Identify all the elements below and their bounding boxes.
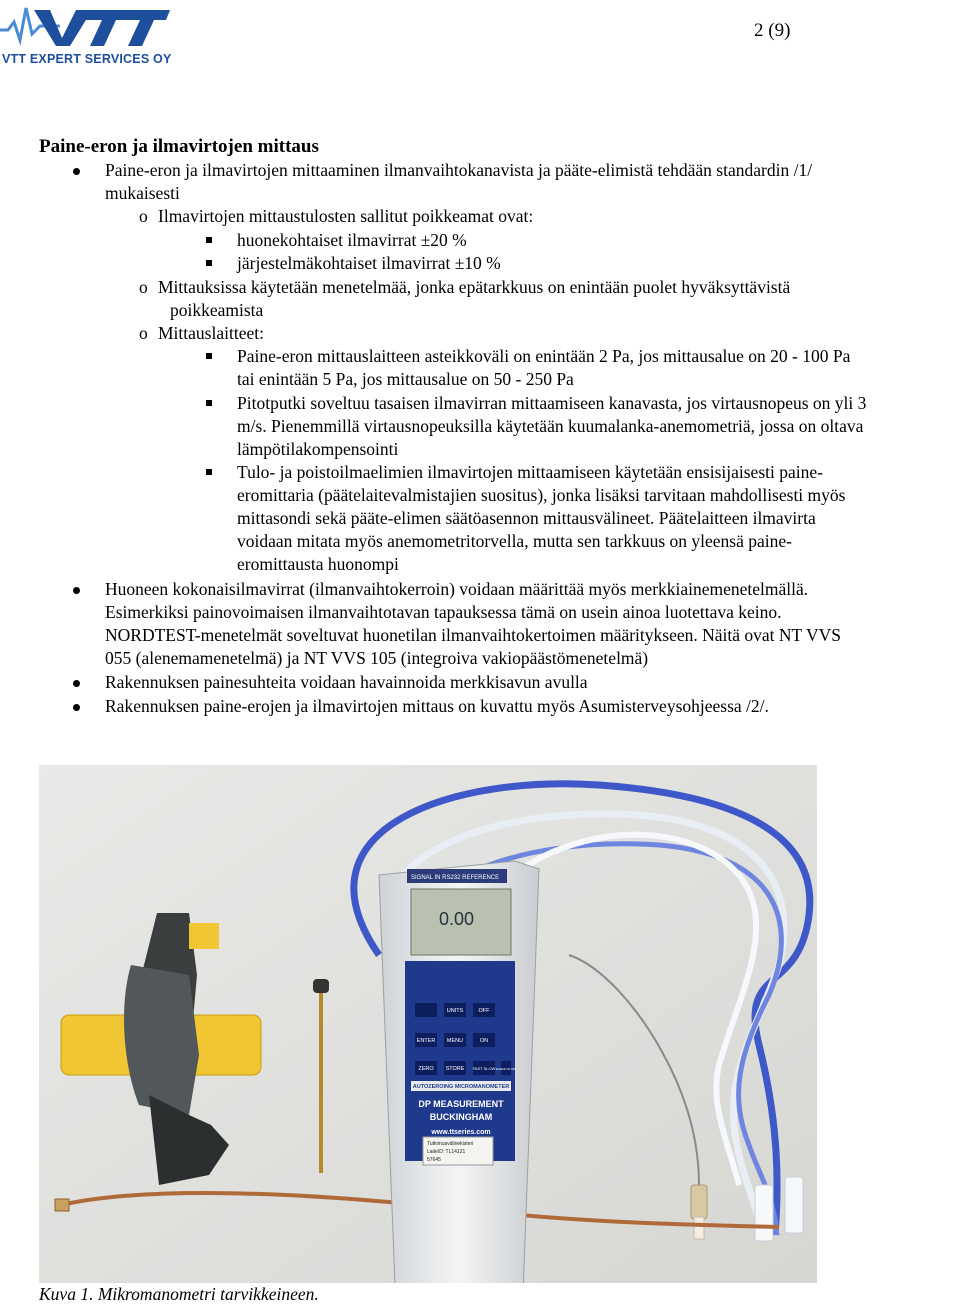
list-item: Mittauslaitteet: — [158, 323, 264, 343]
btn-enter: ENTER — [416, 1038, 436, 1044]
screen-value: 0.00 — [439, 909, 475, 929]
vtt-logo — [0, 0, 180, 72]
brand-line-2: BUCKINGHAM — [429, 1112, 493, 1122]
list-item: tai enintään 5 Pa, jos mittausalue on 50 - 250 Pa — [237, 369, 574, 389]
list-item: Pitotputki soveltuu tasaisen ilmavirran mittaamiseen kanavasta, jos virtausnopeus on yli 3 — [237, 393, 867, 413]
paragraph-line: Rakennuksen painesuhteita voidaan havainnoida merkkisavun avulla — [105, 672, 588, 692]
list-item: Tulo- ja poistoilmaelimien ilmavirtojen mittaamiseen käytetään ensisijaisesti paine- — [237, 462, 823, 482]
bullet-disc — [73, 587, 80, 594]
company-name: VTT EXPERT SERVICES OY — [2, 52, 172, 66]
micromanometer-photo — [39, 765, 817, 1283]
bullet-square — [206, 237, 212, 243]
micromanometer-device — [379, 861, 539, 1283]
list-item: poikkeamista — [170, 300, 264, 320]
btn-enable: ENABLE ON OFF — [495, 1068, 517, 1071]
btn-zero: ZERO — [418, 1066, 434, 1072]
paragraph-line: Paine-eron ja ilmavirtojen mittaaminen ilmanvaihtokanavista ja pääte-elimistä tehdään standardin /1/ — [105, 160, 813, 180]
list-item: järjestelmäkohtaiset ilmavirrat ±10 % — [237, 253, 501, 273]
bullet-disc — [73, 680, 80, 687]
list-item: Paine-eron mittauslaitteen asteikkoväli on enintään 2 Pa, jos mittausalue on 20 - 100 Pa — [237, 346, 851, 366]
btn-units: UNITS — [446, 1008, 464, 1014]
btn-off: OFF — [478, 1008, 490, 1014]
bullet-disc — [73, 704, 80, 711]
brand-url: www.ttseries.com — [431, 1129, 491, 1136]
list-item: lämpötilakompensointi — [237, 439, 399, 459]
list-item: eromittausta huonompi — [237, 554, 399, 574]
device-band: AUTOZEROING MICROMANOMETER — [412, 1084, 510, 1090]
list-item: mittasondi sekä pääte-elimen säätöasennon mittausvälineet. Päätelaitteen ilmavirta — [237, 508, 816, 528]
section-title: Paine-eron ja ilmavirtojen mittaus — [39, 136, 319, 157]
paragraph-line: Huoneen kokonaisilmavirrat (ilmanvaihtokerroin) voidaan määrittää myös merkkiainemenetelmällä. — [105, 579, 809, 599]
paragraph-line: Esimerkiksi painovoimaisen ilmanvaihtotavan tapauksessa tämä on usein ainoa luotettava keino. — [105, 602, 782, 622]
panel-top-label: SIGNAL IN RS232 REFERENCE — [411, 875, 500, 881]
bullet-disc — [73, 168, 80, 175]
list-item: huonekohtaiset ilmavirrat ±20 % — [237, 230, 467, 250]
btn-menu: MENU — [446, 1038, 464, 1044]
bullet-square — [206, 260, 212, 266]
tag-line-1: Tutkimusvälinekisteri — [427, 1141, 474, 1147]
btn-on: ON — [479, 1038, 489, 1044]
bullet-square — [206, 353, 212, 359]
list-item: Ilmavirtojen mittaustulosten sallitut poikkeamat ovat: — [158, 206, 534, 226]
photo-illustration — [39, 765, 817, 1283]
list-item: m/s. Pienemmillä virtausnopeuksilla käytetään kuumalanka-anemometriä, jossa on oltava — [237, 416, 864, 436]
btn-store: STORE — [445, 1066, 465, 1072]
paragraph-line: 055 (alenemamenetelmä) ja NT VVS 105 (integroiva vakiopäästömenetelmä) — [105, 648, 649, 668]
brand-line-1: DP MEASUREMENT — [418, 1099, 504, 1109]
page-number: 2 (9) — [754, 20, 791, 41]
figure-caption: Kuva 1. Mikromanometri tarvikkeineen. — [39, 1284, 319, 1304]
vtt-logo-graphic — [0, 0, 180, 52]
list-item: voidaan mitata myös anemometritorvella, mutta sen tarkkuus on yleensä paine- — [237, 531, 792, 551]
tag-line-2: LaiteID: TL14121 — [427, 1149, 466, 1155]
tag-line-3: 57645 — [427, 1157, 441, 1163]
bullet-circle: o — [139, 206, 148, 226]
paragraph-line: NORDTEST-menetelmät soveltuvat huonetilan ilmanvaihtokertoimen määritykseen. Näitä ovat NT VVS — [105, 625, 841, 645]
paragraph-line: Rakennuksen paine-erojen ja ilmavirtojen mittaus on kuvattu myös Asumisterveysohjeessa /2/. — [105, 696, 769, 716]
btn-fast-slow: FAST SLOW — [472, 1066, 496, 1071]
list-item: eromittaria (päätelaitevalmistajien suositus), jonka lisäksi tarvitaan mahdollisesti myös — [237, 485, 846, 505]
bullet-square — [206, 469, 212, 475]
bullet-square — [206, 400, 212, 406]
bullet-circle: o — [139, 277, 148, 297]
bullet-circle: o — [139, 323, 148, 343]
paragraph-line: mukaisesti — [105, 183, 180, 203]
list-item: Mittauksissa käytetään menetelmää, jonka epätarkkuus on enintään puolet hyväksyttävistä — [158, 277, 791, 297]
